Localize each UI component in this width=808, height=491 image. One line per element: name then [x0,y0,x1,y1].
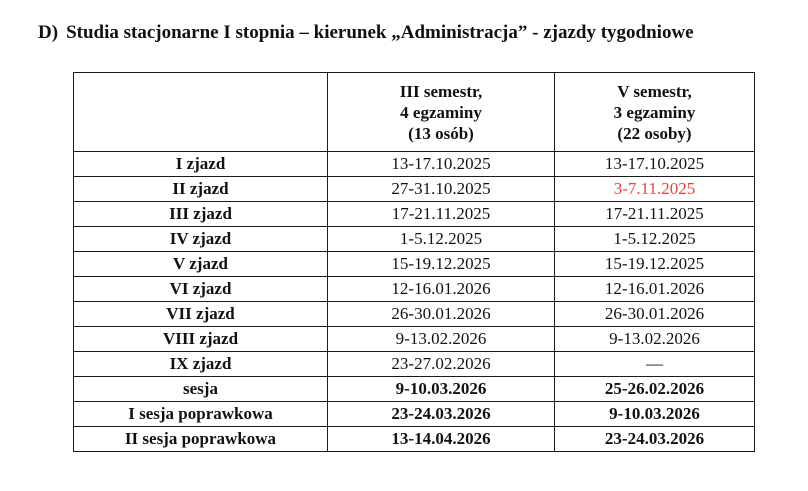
row-label: VI zjazd [74,277,328,302]
table-row-session [74,377,755,402]
cell-semester-5-empty-dash: — [555,352,755,377]
cell-semester-3: 9-13.02.2026 [328,327,555,352]
cell-semester-5: 1-5.12.2025 [555,227,755,252]
header-semester-5-line1: V semestr, [617,81,692,101]
row-label: IX zjazd [74,352,328,377]
table-row [74,352,755,377]
table-row [74,327,755,352]
cell-semester-3: 26-30.01.2026 [328,302,555,327]
header-semester-5-line2: 3 egzaminy [613,102,696,122]
row-label: VII zjazd [74,302,328,327]
row-label: I zjazd [74,152,328,177]
table-row [74,202,755,227]
cell-semester-5: 17-21.11.2025 [555,202,755,227]
cell-semester-3: 13-14.04.2026 [328,427,555,452]
table-row [74,177,755,202]
row-label: II zjazd [74,177,328,202]
cell-semester-5: 9-13.02.2026 [555,327,755,352]
cell-semester-3: 9-10.03.2026 [328,377,555,402]
header-semester-3-line3: (13 osób) [408,123,474,143]
cell-semester-5: 13-17.10.2025 [555,152,755,177]
row-label: sesja [74,377,328,402]
cell-semester-5: 23-24.03.2026 [555,427,755,452]
cell-semester-3: 27-31.10.2025 [328,177,555,202]
row-label: IV zjazd [74,227,328,252]
cell-semester-5: 9-10.03.2026 [555,402,755,427]
table-row [74,227,755,252]
header-semester-3 [328,73,555,152]
cell-semester-3: 23-27.02.2026 [328,352,555,377]
cell-semester-3: 17-21.11.2025 [328,202,555,227]
table-row [74,277,755,302]
cell-semester-5: 15-19.12.2025 [555,252,755,277]
row-label: VIII zjazd [74,327,328,352]
cell-semester-3: 1-5.12.2025 [328,227,555,252]
cell-semester-5-highlighted: 3-7.11.2025 [555,177,755,202]
row-label: V zjazd [74,252,328,277]
cell-semester-3: 23-24.03.2026 [328,402,555,427]
header-semester-3-line2: 4 egzaminy [400,102,482,122]
table-row [74,302,755,327]
heading-text: Studia stacjonarne I stopnia – kierunek „Administracja” - zjazdy tygodniowe [66,22,694,43]
header-semester-5 [555,73,755,152]
cell-semester-5: 12-16.01.2026 [555,277,755,302]
table-row-session [74,402,755,427]
table-row-session [74,427,755,452]
header-empty-cell [74,73,328,152]
cell-semester-3: 15-19.12.2025 [328,252,555,277]
row-label: I sesja poprawkowa [74,402,328,427]
cell-semester-5: 25-26.02.2026 [555,377,755,402]
schedule-table [73,72,755,452]
heading-prefix: D) [38,22,59,43]
cell-semester-3: 13-17.10.2025 [328,152,555,177]
table-row [74,252,755,277]
row-label: II sesja poprawkowa [74,427,328,452]
row-label: III zjazd [74,202,328,227]
page-heading [38,22,798,44]
header-semester-5-line3: (22 osoby) [617,123,692,143]
table-header-row [74,73,755,152]
table-row [74,152,755,177]
cell-semester-3: 12-16.01.2026 [328,277,555,302]
cell-semester-5: 26-30.01.2026 [555,302,755,327]
header-semester-3-line1: III semestr, [399,81,483,101]
